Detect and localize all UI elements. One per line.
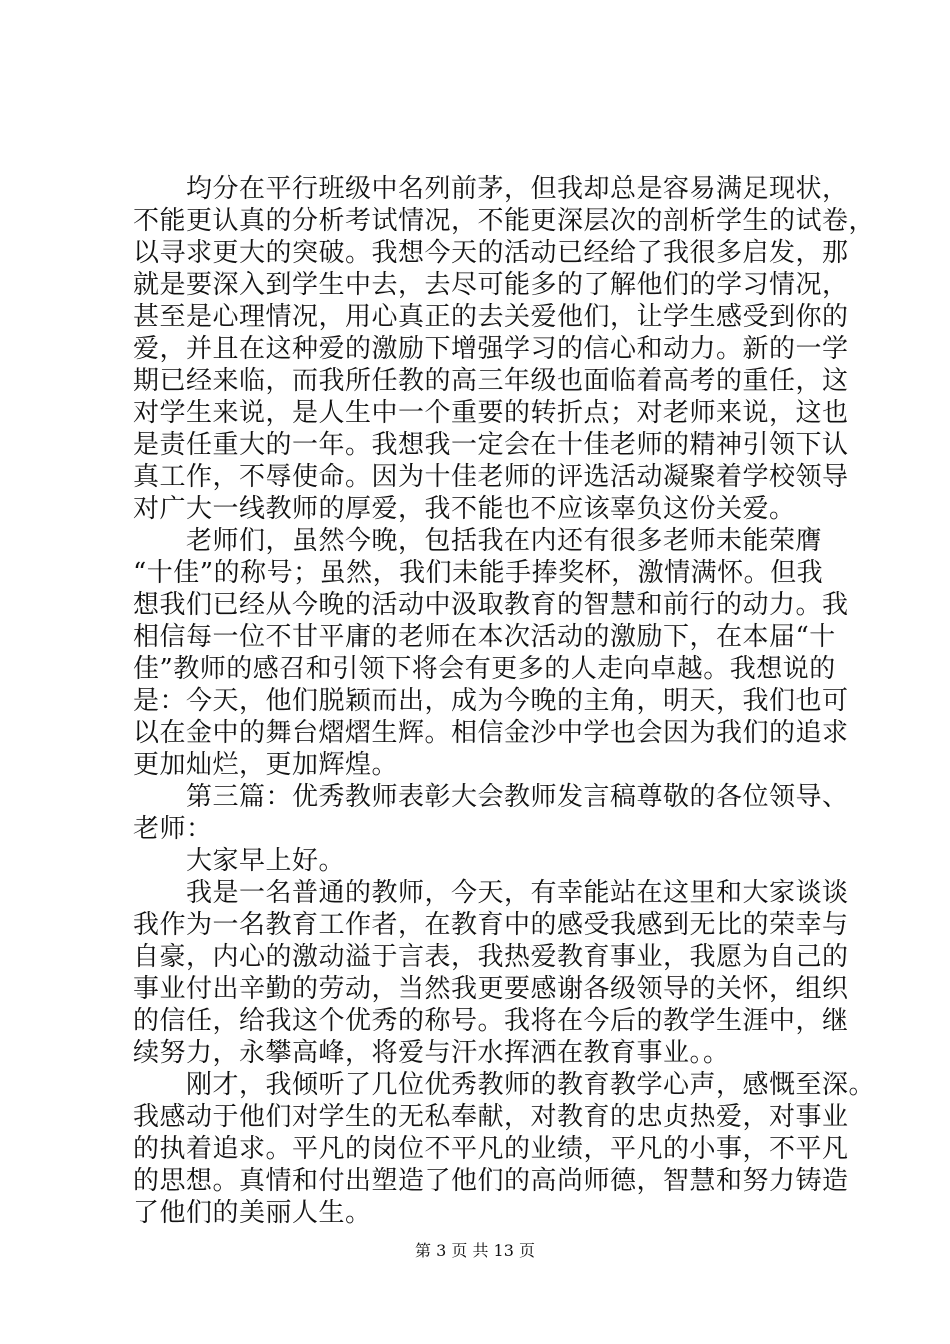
text-line: 了他们的美丽人生。 [133, 1198, 372, 1228]
body-text [133, 173, 876, 1229]
text-line: 就是要深入到学生中去，去尽可能多的了解他们的学习情况， [133, 270, 849, 300]
text-line: 对广大一线教师的厚爱，我不能也不应该辜负这份关爱。 [133, 494, 796, 524]
text-line: 不能更认真的分析考试情况，不能更深层次的剖析学生的试卷， [133, 206, 876, 236]
text-line: 均分在平行班级中名列前茅，但我却总是容易满足现状， [133, 174, 849, 204]
text-line: 的思想。真情和付出塑造了他们的高尚师德，智慧和努力铸造 [133, 1166, 849, 1196]
text-line: 是：今天，他们脱颖而出，成为今晚的主角，明天，我们也可 [133, 686, 849, 716]
text-line: “十佳”的称号；虽然，我们未能手捧奖杯，激情满怀。但我 [133, 558, 824, 588]
text-line: 相信每一位不甘平庸的老师在本次活动的激励下，在本届“十 [133, 622, 836, 652]
text-line: 事业付出辛勤的劳动，当然我更要感谢各级领导的关怀，组织 [133, 974, 849, 1004]
text-line: 第三篇：优秀教师表彰大会教师发言稿尊敬的各位领导、 [133, 782, 849, 812]
text-line: 我作为一名教育工作者，在教育中的感受我感到无比的荣幸与 [133, 910, 849, 940]
text-line: 佳”教师的感召和引领下将会有更多的人走向卓越。我想说的 [133, 654, 836, 684]
text-line: 的执着追求。平凡的岗位不平凡的业绩，平凡的小事，不平凡 [133, 1134, 849, 1164]
text-line: 更加灿烂，更加辉煌。 [133, 750, 399, 780]
text-line: 期已经来临，而我所任教的高三年级也面临着高考的重任，这 [133, 366, 849, 396]
text-line: 想我们已经从今晚的活动中汲取教育的智慧和前行的动力。我 [133, 590, 849, 620]
text-line: 老师： [133, 814, 213, 844]
text-line: 刚才，我倾听了几位优秀教师的教育教学心声，感慨至深。 [133, 1070, 876, 1100]
text-line: 以寻求更大的突破。我想今天的活动已经给了我很多启发，那 [133, 238, 849, 268]
text-line: 我感动于他们对学生的无私奉献，对教育的忠贞热爱，对事业 [133, 1102, 849, 1132]
text-line: 老师们，虽然今晚，包括我在内还有很多老师未能荣膺 [133, 526, 823, 556]
text-line: 是责任重大的一年。我想我一定会在十佳老师的精神引领下认 [133, 430, 849, 460]
text-line: 对学生来说，是人生中一个重要的转折点；对老师来说，这也 [133, 398, 849, 428]
text-line: 续努力，永攀高峰，将爱与汗水挥洒在教育事业。。 [133, 1038, 730, 1068]
text-line: 自豪，内心的激动溢于言表，我热爱教育事业，我愿为自己的 [133, 942, 849, 972]
page-footer: 第 3 页 共 13 页 [415, 1241, 535, 1260]
text-line: 的信任，给我这个优秀的称号。我将在今后的教学生涯中，继 [133, 1006, 849, 1036]
text-line: 大家早上好。 [133, 846, 346, 876]
text-line: 以在金中的舞台熠熠生辉。相信金沙中学也会因为我们的追求 [133, 718, 849, 748]
text-line: 真工作，不辱使命。因为十佳老师的评选活动凝聚着学校领导 [133, 462, 849, 492]
text-line: 我是一名普通的教师，今天，有幸能站在这里和大家谈谈 [133, 878, 849, 908]
text-line: 甚至是心理情况，用心真正的去关爱他们，让学生感受到你的 [133, 302, 849, 332]
text-line: 爱，并且在这种爱的激励下增强学习的信心和动力。新的一学 [133, 334, 849, 364]
